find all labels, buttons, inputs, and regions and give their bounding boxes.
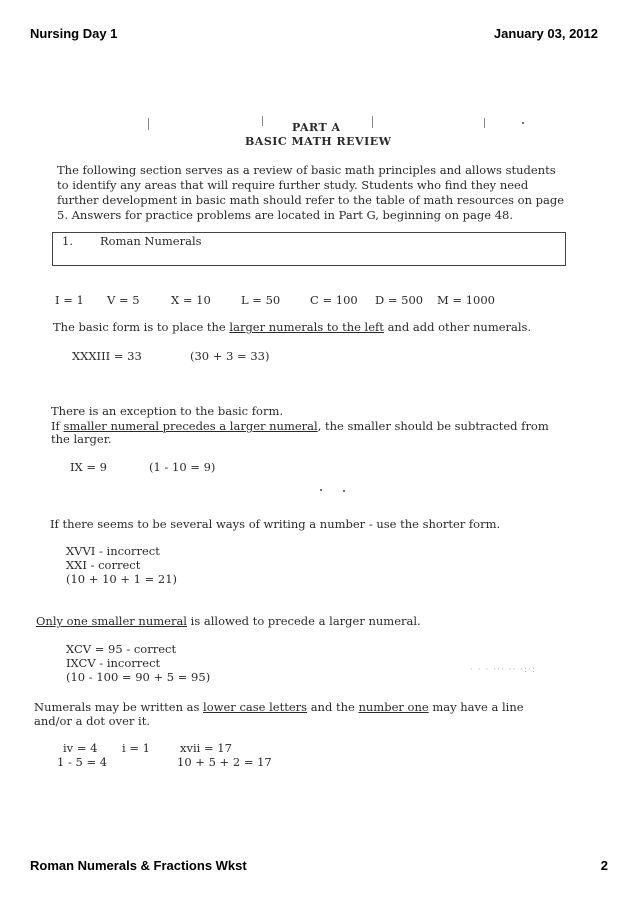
scan-mark (262, 116, 263, 126)
basic-form-text (53, 320, 531, 334)
scan-mark (343, 490, 345, 492)
scan-noise: · · · ··· ·· ·:·: (470, 665, 536, 675)
only-one-underlined: Only one smaller numeral (36, 614, 187, 628)
exception-line-2 (51, 419, 549, 433)
scan-mark (522, 122, 524, 124)
only-one-text (36, 614, 421, 628)
exception-line-3: the larger. (51, 432, 112, 446)
lower-case-underlined-2: number one (358, 700, 429, 714)
intro-line-1: The following section serves as a review of basic math principles and allows students (57, 163, 556, 177)
exception-pre: If (51, 419, 64, 433)
lower-example-a2: 1 - 5 = 4 (57, 755, 108, 769)
numeral-m: M = 1000 (437, 293, 495, 307)
scan-mark (484, 118, 485, 128)
only-one-example-1: XCV = 95 - correct (66, 642, 177, 656)
example1-expr: XXXIII = 33 (72, 349, 142, 363)
intro-line-4: 5. Answers for practice problems are located in Part G, beginning on page 48. (57, 208, 513, 222)
example2-expr: IX = 9 (70, 460, 107, 474)
basic-form-post: and add other numerals. (383, 320, 532, 334)
lower-example-c1: xvii = 17 (180, 741, 232, 755)
numeral-c: C = 100 (310, 293, 358, 307)
numeral-d: D = 500 (375, 293, 424, 307)
footer-title: Roman Numerals & Fractions Wkst (30, 858, 247, 873)
part-title: PART A (292, 121, 341, 134)
shorter-example-1: XVVI - incorrect (66, 544, 160, 558)
intro-line-3: further development in basic math should refer to the table of math resources on page (57, 193, 565, 207)
page-number: 2 (600, 858, 608, 873)
example1-calc: (30 + 3 = 33) (190, 349, 270, 363)
header-date: January 03, 2012 (493, 26, 598, 41)
intro-line-2: to identify any areas that will require further study. Students who find they need (57, 178, 529, 192)
numeral-l: L = 50 (241, 293, 281, 307)
shorter-form-text: If there seems to be several ways of writing a number - use the shorter form. (50, 517, 501, 531)
lower-case-pre: Numerals may be written as (34, 700, 204, 714)
exception-underlined: smaller numeral precedes a larger numeral (63, 419, 318, 433)
header-title: Nursing Day 1 (30, 26, 118, 41)
exception-post: , the smaller should be subtracted from (317, 419, 549, 433)
only-one-post: is allowed to precede a larger numeral. (187, 614, 421, 628)
lower-case-mid: and the (307, 700, 359, 714)
scan-mark (372, 116, 373, 128)
numeral-i: I = 1 (55, 293, 84, 307)
example2-calc: (1 - 10 = 9) (149, 460, 216, 474)
shorter-example-3: (10 + 10 + 1 = 21) (66, 572, 178, 586)
section-title: Roman Numerals (100, 234, 202, 248)
numeral-v: V = 5 (107, 293, 140, 307)
numeral-x: X = 10 (171, 293, 211, 307)
basic-form-underlined: larger numerals to the left (229, 320, 384, 334)
lower-example-a1: iv = 4 (63, 741, 98, 755)
basic-form-pre: The basic form is to place the (53, 320, 230, 334)
only-one-example-2: IXCV - incorrect (66, 656, 161, 670)
lower-case-line-2: and/or a dot over it. (34, 714, 150, 728)
scan-mark (148, 118, 149, 130)
lower-example-b1: i = 1 (122, 741, 150, 755)
lower-example-c2: 10 + 5 + 2 = 17 (177, 755, 272, 769)
shorter-example-2: XXI - correct (66, 558, 141, 572)
lower-case-line-1 (34, 700, 524, 714)
lower-case-underlined-1: lower case letters (203, 700, 308, 714)
section-number: 1. (62, 234, 73, 248)
only-one-example-3: (10 - 100 = 90 + 5 = 95) (66, 670, 211, 684)
part-subtitle: BASIC MATH REVIEW (245, 135, 392, 148)
scan-mark (320, 489, 322, 491)
lower-case-post: may have a line (428, 700, 524, 714)
exception-line-1: There is an exception to the basic form. (51, 404, 283, 418)
